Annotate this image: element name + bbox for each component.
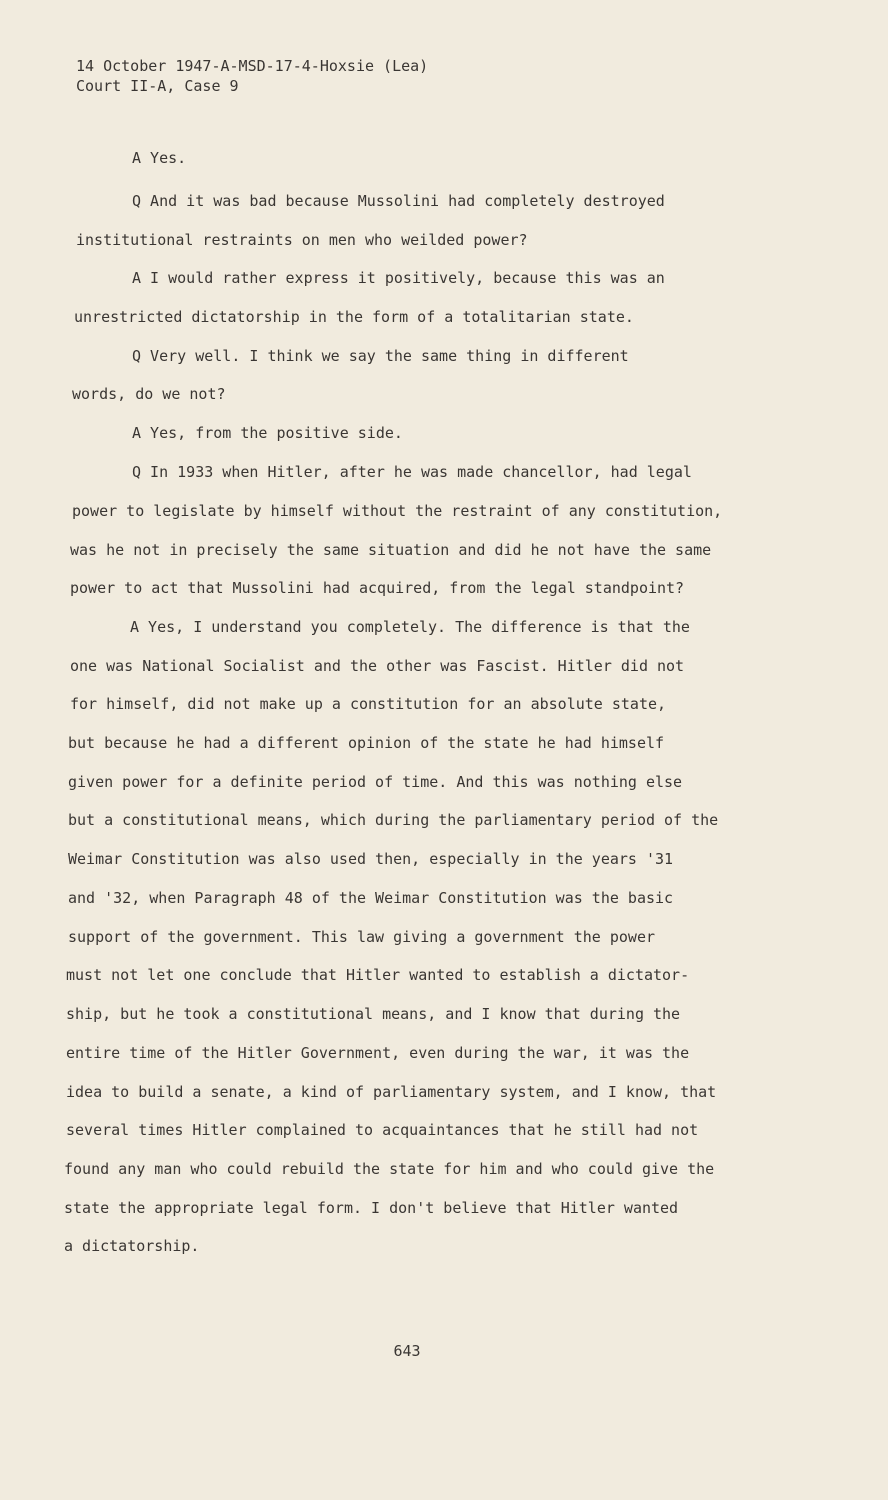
transcript-line: for himself, did not make up a constitution for an absolute state, [70,695,667,713]
transcript-line: must not let one conclude that Hitler wanted to establish a dictator- [66,966,690,984]
transcript-line: support of the government. This law giving a government the power [68,928,655,946]
document-header [76,56,428,96]
transcript-line: unrestricted dictatorship in the form of a totalitarian state. [74,308,634,326]
transcript-line: state the appropriate legal form. I don't believe that Hitler wanted [64,1199,679,1217]
transcript-line: A Yes, I understand you completely. The difference is that the [130,618,690,636]
transcript-line: Weimar Constitution was also used then, especially in the years '31 [68,850,674,868]
transcript-line: a dictatorship. [64,1237,200,1255]
page-number: 643 [393,1342,421,1360]
transcript-line: power to act that Mussolini had acquired, from the legal standpoint? [70,579,685,597]
transcript-line: A Yes. [132,149,187,167]
transcript-line: was he not in precisely the same situation and did he not have the same [70,541,712,559]
transcript-line: Q Very well. I think we say the same thing in different [132,347,629,365]
transcript-line: A Yes, from the positive side. [132,424,403,442]
header-line-court-case: Court II-A, Case 9 [76,77,239,95]
transcript-line: Q In 1933 when Hitler, after he was made chancellor, had legal [132,463,692,481]
transcript-line: and '32, when Paragraph 48 of the Weimar Constitution was the basic [68,889,674,907]
transcript-line: Q And it was bad because Mussolini had completely destroyed [132,192,665,210]
transcript-line: several times Hitler complained to acquaintances that he still had not [66,1121,699,1139]
transcript-line: idea to build a senate, a kind of parliamentary system, and I know, that [66,1083,717,1101]
transcript-line: power to legislate by himself without the restraint of any constitution, [72,502,723,520]
transcript-line: found any man who could rebuild the state for him and who could give the [64,1160,715,1178]
transcript-line: but a constitutional means, which during the parliamentary period of the [68,811,719,829]
transcript-line: but because he had a different opinion of the state he had himself [68,734,665,752]
header-line-date-reporter: 14 October 1947-A-MSD-17-4-Hoxsie (Lea) [76,57,429,75]
transcript-line: one was National Socialist and the other was Fascist. Hitler did not [70,657,685,675]
transcript-line: words, do we not? [72,385,226,403]
transcript-line: entire time of the Hitler Government, even during the war, it was the [66,1044,690,1062]
transcript-line: institutional restraints on men who weilded power? [76,231,528,249]
transcript-line: given power for a definite period of time. And this was nothing else [68,773,683,791]
transcript-line: A I would rather express it positively, because this was an [132,269,665,287]
transcript-line: ship, but he took a constitutional means, and I know that during the [66,1005,681,1023]
